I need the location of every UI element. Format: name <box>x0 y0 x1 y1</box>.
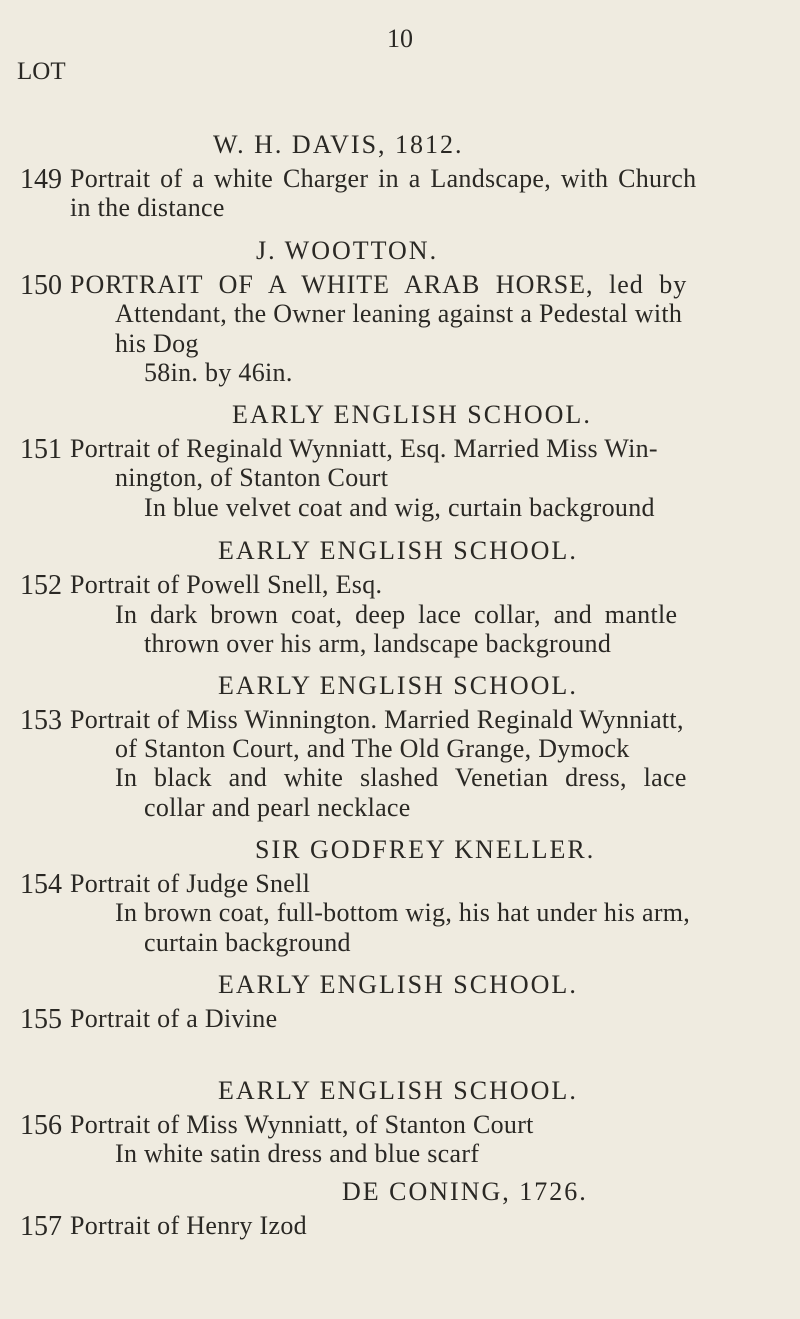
artist-heading: EARLY ENGLISH SCHOOL. <box>218 671 578 700</box>
artist-heading: EARLY ENGLISH SCHOOL. <box>218 536 578 565</box>
lot-number: 151 <box>20 434 62 465</box>
lot-description-line: Portrait of Henry Izod <box>70 1211 307 1240</box>
artist-heading: EARLY ENGLISH SCHOOL. <box>218 970 578 999</box>
lot-description-line: nington, of Stanton Court <box>115 463 389 492</box>
artist-heading: EARLY ENGLISH SCHOOL. <box>232 400 592 429</box>
lot-description-line: In brown coat, full-bottom wig, his hat under his arm, <box>115 898 691 927</box>
lot-description-line: Portrait of Powell Snell, Esq. <box>70 570 383 599</box>
lot-description-line: In black and white slashed Venetian dress, lace <box>115 763 687 792</box>
artist-heading: SIR GODFREY KNELLER. <box>255 835 596 864</box>
lot-description-line: of Stanton Court, and The Old Grange, Dymock <box>115 734 630 763</box>
lot-column-header: LOT <box>17 58 66 85</box>
artist-heading: DE CONING, 1726. <box>342 1177 588 1206</box>
lot-number: 150 <box>20 270 62 301</box>
lot-description-line: curtain background <box>144 928 351 957</box>
lot-description-line: Portrait of Miss Wynniatt, of Stanton Court <box>70 1110 534 1139</box>
lot-number: 153 <box>20 705 62 736</box>
lot-number: 152 <box>20 570 62 601</box>
lot-description-line: Portrait of Judge Snell <box>70 869 311 898</box>
lot-description-line: Portrait of Miss Winnington. Married Reginald Wynniatt, <box>70 705 684 734</box>
lot-description-line: Portrait of a white Charger in a Landscape, with Church <box>70 164 697 193</box>
lot-description-line: In white satin dress and blue scarf <box>115 1139 480 1168</box>
lot-description-line: PORTRAIT OF A WHITE ARAB HORSE, led by <box>70 270 688 299</box>
lot-description-line: collar and pearl necklace <box>144 793 411 822</box>
lot-number: 157 <box>20 1211 62 1242</box>
lot-description-line: in the distance <box>70 193 225 222</box>
lot-description-line: In blue velvet coat and wig, curtain background <box>144 493 655 522</box>
lot-description-line: In dark brown coat, deep lace collar, and mantle <box>115 600 678 629</box>
artist-heading: EARLY ENGLISH SCHOOL. <box>218 1076 578 1105</box>
lot-description-line: Portrait of Reginald Wynniatt, Esq. Married Miss Win- <box>70 434 658 463</box>
lot-description-line: 58in. by 46in. <box>144 358 293 387</box>
artist-heading: J. WOOTTON. <box>256 236 439 265</box>
lot-description-line: his Dog <box>115 329 199 358</box>
lot-description-line: Portrait of a Divine <box>70 1004 278 1033</box>
lot-number: 149 <box>20 164 62 195</box>
lot-number: 154 <box>20 869 62 900</box>
lot-number: 155 <box>20 1004 62 1035</box>
artist-heading: W. H. DAVIS, 1812. <box>213 130 464 159</box>
page-number: 10 <box>387 24 413 53</box>
lot-description-line: Attendant, the Owner leaning against a Pedestal with <box>115 299 683 328</box>
lot-number: 156 <box>20 1110 62 1141</box>
lot-description-line: thrown over his arm, landscape background <box>144 629 612 658</box>
